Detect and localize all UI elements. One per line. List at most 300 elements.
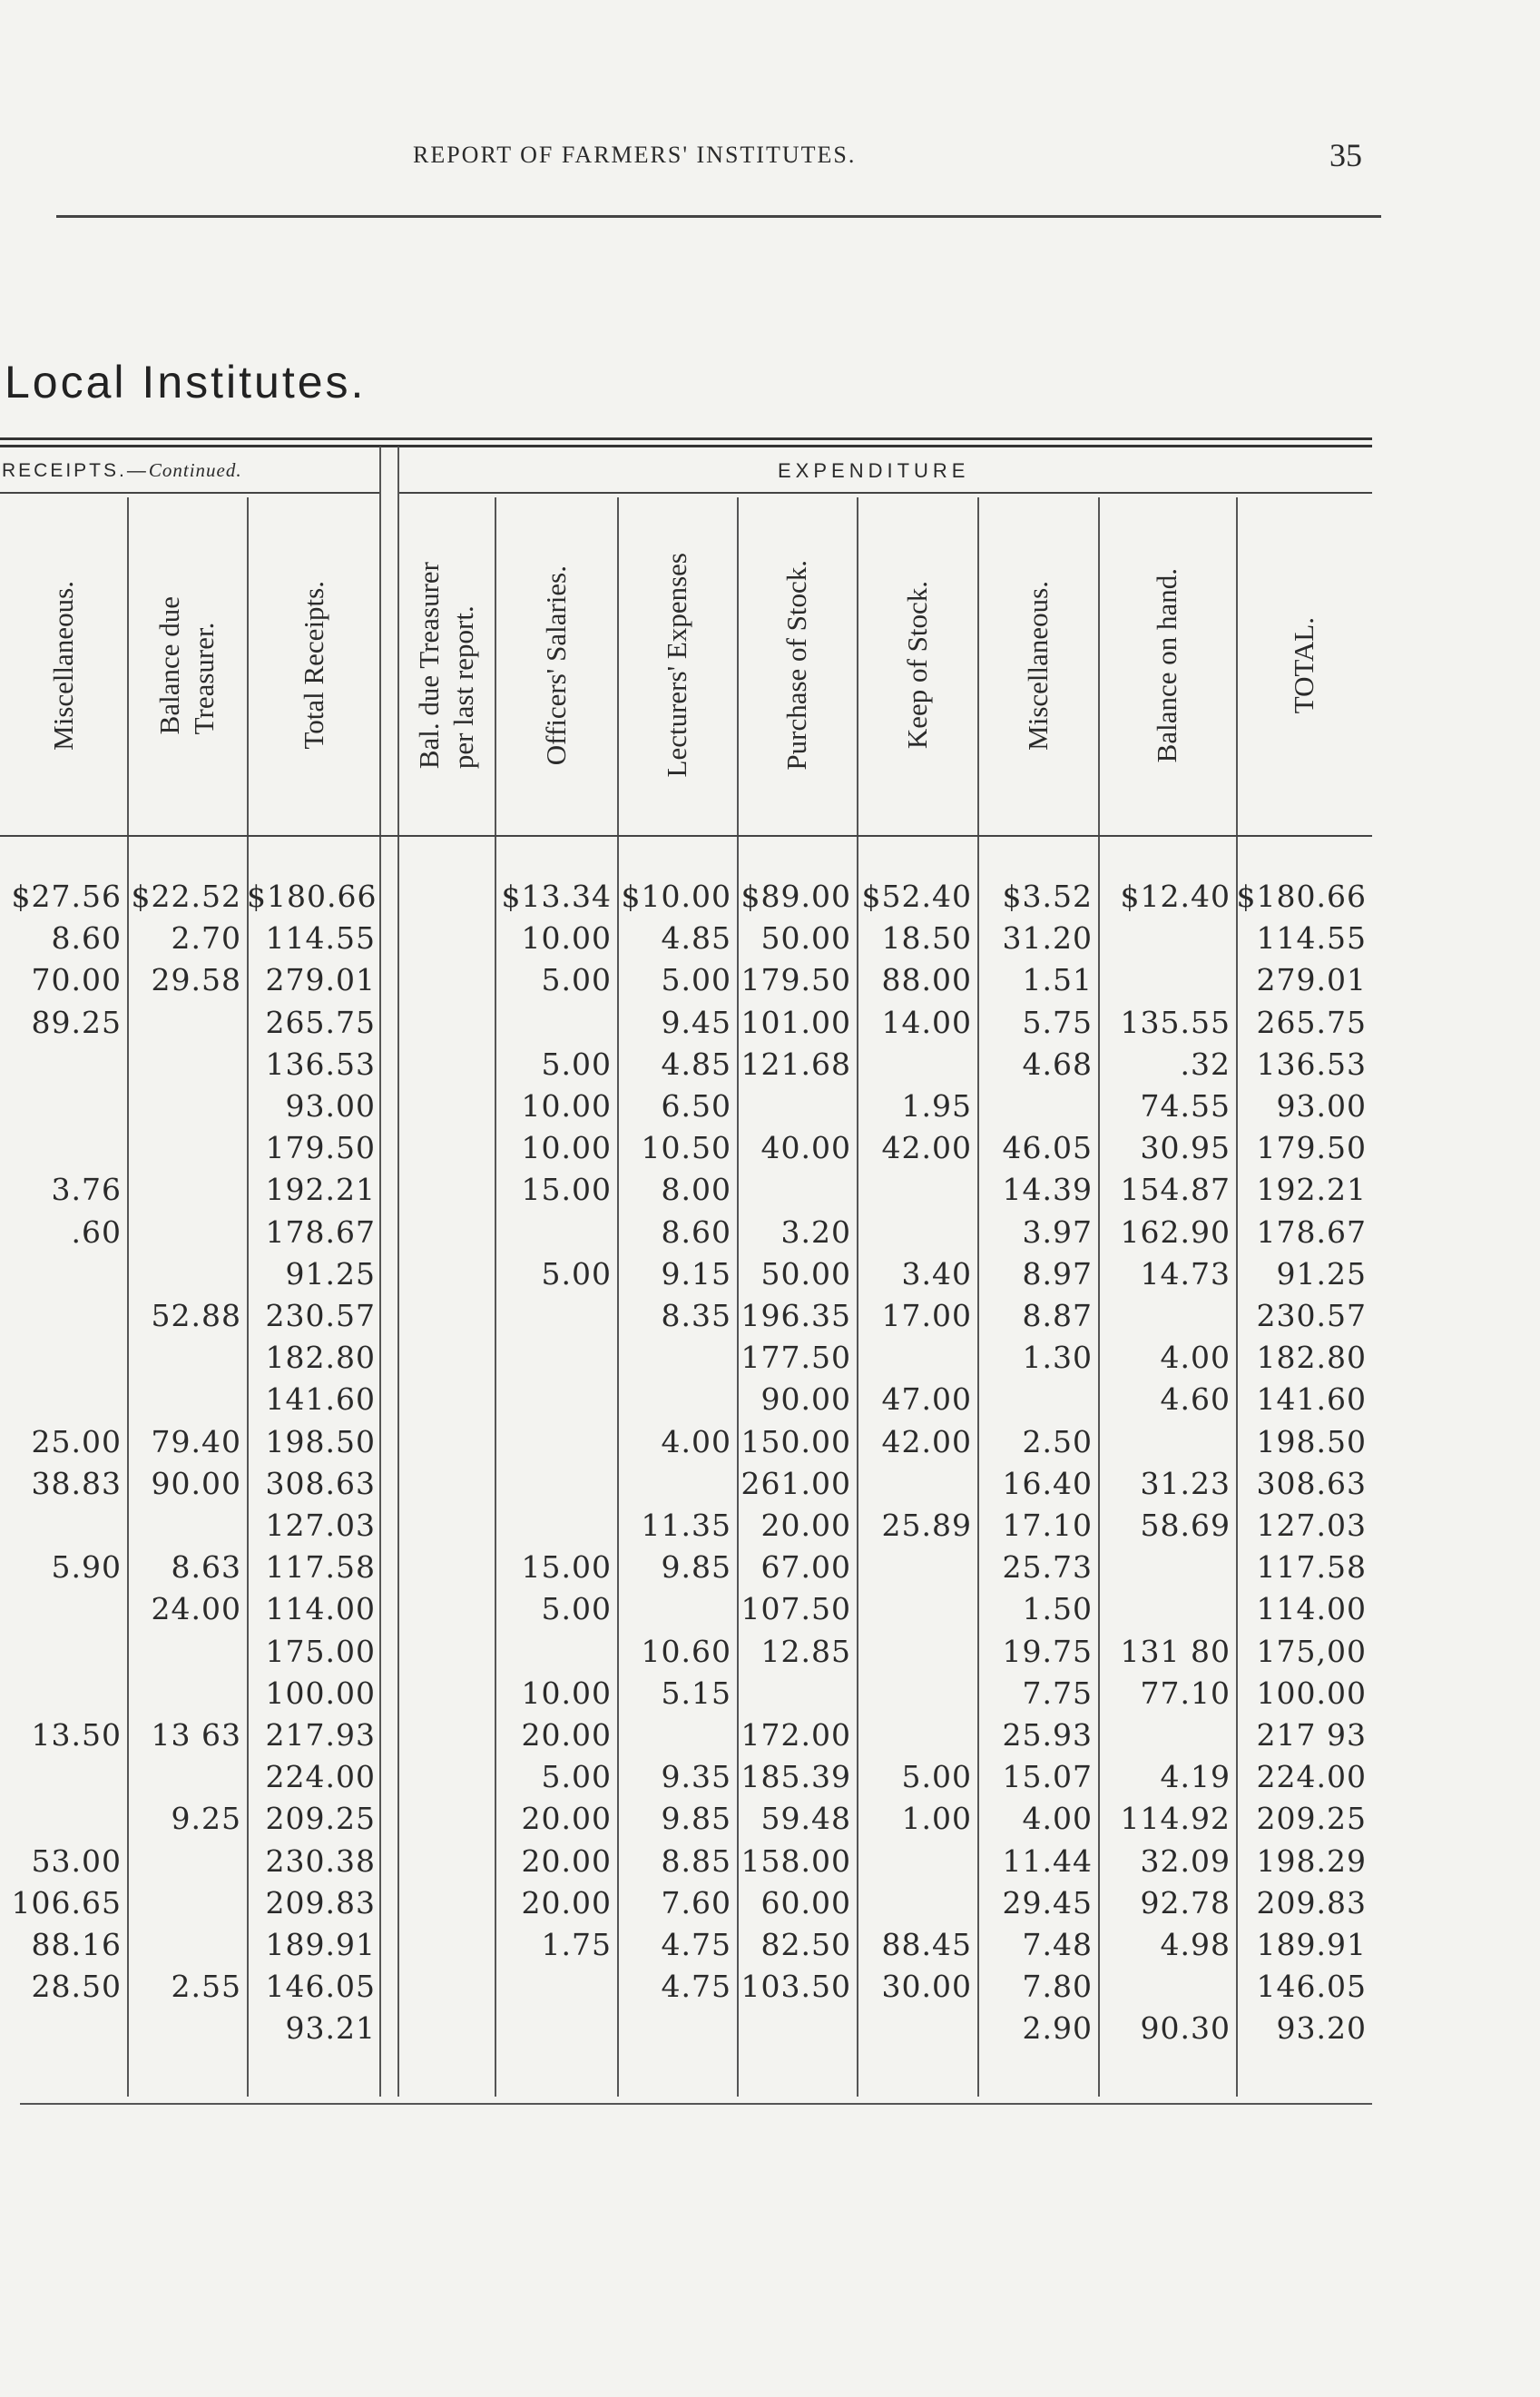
cell-bal-due-last-report [397,1086,489,1126]
cell-total: 230.57 [1256,1298,1367,1333]
cell-total: $180.66 [1236,879,1367,914]
cell-keep-of-stock: $52.40 [861,879,972,914]
cell-misc-receipts: 5.90 [51,1549,122,1586]
column-header-label: Keep of Stock. [900,581,933,750]
cell-bal-due-last-report [397,919,489,958]
cell-bal-due-last-report [397,1254,489,1294]
cell-bal-due-last-report [397,1632,489,1672]
cell-balance-due-treasurer [127,1925,241,1965]
cell-lecturers-expenses: 9.85 [661,1801,731,1837]
cell-balance-due-treasurer: $22.52 [131,879,241,914]
cell-lecturers-expenses: 10.60 [641,1633,731,1669]
cell-total: 265.75 [1256,1004,1367,1040]
cell-officers-salaries [495,1003,612,1043]
cell-keep-of-stock: 17.00 [881,1298,972,1333]
cell-keep-of-stock [857,1547,972,1587]
cell-total-receipts: 182.80 [265,1340,376,1376]
cell-balance-due-treasurer [127,2009,241,2048]
cell-keep-of-stock: 88.45 [881,1927,972,1962]
cell-balance-on-hand [1098,1715,1231,1755]
cell-purchase-of-stock: 158.00 [741,1842,851,1879]
column-header-balance-on-hand [1098,497,1236,833]
cell-misc-receipts [0,1045,122,1085]
cell-lecturers-expenses: 8.85 [661,1842,731,1879]
cell-keep-of-stock: 42.00 [881,1423,972,1459]
cell-purchase-of-stock: 82.50 [760,1927,851,1962]
cell-lecturers-expenses: 5.00 [661,962,731,998]
cell-balance-on-hand: 131 80 [1120,1633,1231,1669]
cell-total-receipts: 209.83 [265,1884,376,1921]
cell-total: 93.20 [1276,2010,1367,2047]
cell-keep-of-stock [857,1045,972,1085]
cell-lecturers-expenses: 9.45 [661,1004,731,1040]
cell-balance-on-hand: $12.40 [1120,879,1231,914]
cell-officers-salaries: 20.00 [521,1884,612,1921]
cell-keep-of-stock: 47.00 [881,1381,972,1418]
cell-officers-salaries [495,1506,612,1546]
cell-keep-of-stock: 1.95 [901,1088,972,1124]
cell-bal-due-last-report [397,1674,489,1714]
cell-bal-due-last-report [397,877,489,917]
cell-keep-of-stock: 1.00 [901,1801,972,1837]
cell-bal-due-last-report [397,1842,489,1881]
column-header-bal-due-last-report [397,497,495,833]
cell-misc-receipts: .60 [71,1213,122,1250]
cell-purchase-of-stock: 103.50 [741,1969,851,2005]
cell-lecturers-expenses: 4.00 [661,1423,731,1459]
table-bottom-rule [20,2103,1372,2105]
column-header-total [1236,497,1372,833]
cell-purchase-of-stock: 50.00 [760,920,851,957]
cell-bal-due-last-report [397,1128,489,1168]
cell-bal-due-last-report [397,1589,489,1629]
cell-balance-on-hand: 4.19 [1160,1759,1231,1795]
column-header-total-receipts [247,497,381,833]
cell-balance-on-hand [1098,919,1231,958]
cell-officers-salaries [495,1296,612,1336]
page-number: 35 [1329,137,1362,173]
cell-balance-on-hand: 74.55 [1140,1088,1231,1124]
cell-officers-salaries: 1.75 [541,1927,612,1962]
cell-balance-on-hand: 31.23 [1140,1465,1231,1501]
cell-purchase-of-stock: 59.48 [760,1801,851,1837]
cell-total-receipts: 265.75 [265,1004,376,1040]
cell-lecturers-expenses: 9.35 [661,1759,731,1795]
cell-purchase-of-stock: 60.00 [760,1884,851,1921]
cell-balance-due-treasurer: 2.70 [171,920,241,957]
cell-total: 146.05 [1256,1969,1367,2005]
cell-purchase-of-stock [737,2009,851,2048]
cell-bal-due-last-report [397,1757,489,1797]
cell-balance-due-treasurer: 2.55 [171,1969,241,2005]
cell-bal-due-last-report [397,1338,489,1378]
cell-balance-on-hand [1098,960,1231,1000]
cell-misc-receipts [0,2009,122,2048]
cell-lecturers-expenses: 9.15 [661,1255,731,1292]
cell-purchase-of-stock: 90.00 [760,1381,851,1418]
cell-officers-salaries [495,2009,612,2048]
cell-purchase-of-stock: 172.00 [741,1717,851,1753]
cell-balance-due-treasurer: 24.00 [151,1591,241,1627]
cell-lecturers-expenses: 8.35 [661,1298,731,1333]
cell-lecturers-expenses: $10.00 [621,879,731,914]
cell-balance-due-treasurer [127,1380,241,1420]
cell-misc-receipts [0,1254,122,1294]
cell-lecturers-expenses: 4.85 [661,1046,731,1082]
cell-purchase-of-stock [737,1674,851,1714]
cell-bal-due-last-report [397,1380,489,1420]
cell-balance-on-hand: 135.55 [1120,1004,1231,1040]
cell-misc-expenditure: $3.52 [1002,879,1093,914]
cell-keep-of-stock [857,1674,972,1714]
cell-misc-expenditure: 25.73 [1002,1549,1093,1586]
cell-total-receipts: 141.60 [265,1381,376,1418]
cell-bal-due-last-report [397,1045,489,1085]
cell-keep-of-stock: 25.89 [881,1508,972,1543]
receipts-group-label [2,459,242,482]
running-title: REPORT OF FARMERS' INSTITUTES. [413,142,857,168]
cell-total: 114.00 [1256,1591,1367,1627]
cell-total-receipts: 189.91 [265,1927,376,1962]
cell-keep-of-stock [857,2009,972,2048]
cell-misc-receipts [0,1506,122,1546]
cell-misc-expenditure: 17.10 [1002,1508,1093,1543]
column-header-purchase-of-stock [737,497,857,833]
cell-balance-on-hand [1098,1589,1231,1629]
cell-purchase-of-stock: 3.20 [780,1213,851,1250]
cell-lecturers-expenses: 8.60 [661,1213,731,1250]
column-header-officers-salaries [495,497,617,833]
cell-misc-receipts: 70.00 [31,962,122,998]
cell-total-receipts: 93.21 [285,2010,376,2047]
cell-keep-of-stock [857,1715,972,1755]
cell-lecturers-expenses: 4.85 [661,920,731,957]
cell-misc-receipts: 13.50 [31,1717,122,1753]
cell-purchase-of-stock: $89.00 [741,879,851,914]
cell-balance-due-treasurer [127,1757,241,1797]
cell-balance-due-treasurer: 90.00 [151,1465,241,1501]
cell-purchase-of-stock: 185.39 [741,1759,851,1795]
cell-lecturers-expenses [617,1589,731,1629]
cell-total: 175,00 [1256,1633,1367,1669]
cell-misc-receipts [0,1338,122,1378]
cell-purchase-of-stock: 179.50 [741,962,851,998]
cell-bal-due-last-report [397,1883,489,1923]
cell-total-receipts: 136.53 [265,1046,376,1082]
cell-bal-due-last-report [397,1213,489,1253]
cell-misc-expenditure: 19.75 [1002,1633,1093,1669]
cell-officers-salaries: 5.00 [541,1759,612,1795]
cell-bal-due-last-report [397,1422,489,1462]
column-header-label: TOTAL. [1288,616,1319,714]
cell-officers-salaries: 20.00 [521,1842,612,1879]
cell-balance-on-hand: .32 [1180,1046,1231,1082]
cell-misc-expenditure: 4.68 [1022,1046,1093,1082]
cell-total: 217 93 [1256,1717,1367,1753]
cell-officers-salaries: 20.00 [521,1801,612,1837]
cell-balance-on-hand: 114.92 [1120,1801,1231,1837]
column-header-label: Purchase of Stock. [780,560,812,771]
cell-total-receipts: 100.00 [265,1675,376,1711]
cell-balance-due-treasurer [127,1003,241,1043]
cell-misc-expenditure [977,1380,1093,1420]
cell-balance-on-hand: 32.09 [1140,1842,1231,1879]
cell-balance-due-treasurer: 8.63 [171,1549,241,1586]
cell-misc-receipts [0,1296,122,1336]
cell-misc-expenditure: 1.50 [1022,1591,1093,1627]
cell-keep-of-stock [857,1464,972,1504]
cell-purchase-of-stock: 20.00 [760,1508,851,1543]
cell-purchase-of-stock: 196.35 [741,1298,851,1333]
cell-total: 136.53 [1256,1046,1367,1082]
cell-keep-of-stock [857,1883,972,1923]
cell-officers-salaries: 15.00 [521,1172,612,1208]
cell-balance-due-treasurer: 52.88 [151,1298,241,1333]
cell-balance-due-treasurer: 13 63 [151,1717,241,1753]
cell-lecturers-expenses: 4.75 [661,1969,731,2005]
cell-balance-due-treasurer [127,1506,241,1546]
column-header-keep-of-stock [857,497,977,833]
table-top-rule-inner [0,445,1372,447]
cell-misc-expenditure: 3.97 [1022,1213,1093,1250]
cell-purchase-of-stock: 150.00 [741,1423,851,1459]
cell-balance-due-treasurer [127,1170,241,1210]
cell-misc-expenditure: 15.07 [1002,1759,1093,1795]
cell-misc-receipts: 25.00 [31,1423,122,1459]
cell-purchase-of-stock: 177.50 [741,1340,851,1376]
cell-total: 91.25 [1276,1255,1367,1292]
cell-misc-receipts: 88.16 [31,1927,122,1962]
cell-misc-expenditure: 29.45 [1002,1884,1093,1921]
cell-total: 114.55 [1256,920,1367,957]
cell-total-receipts: 117.58 [265,1549,376,1586]
section-title: Local Institutes. [5,357,367,408]
cell-misc-receipts: 53.00 [31,1842,122,1879]
receipts-prefix: RECEIPTS.— [2,460,149,481]
cell-total: 209.25 [1256,1801,1367,1837]
cell-total-receipts: 230.57 [265,1298,376,1333]
cell-misc-receipts: 106.65 [11,1884,122,1921]
cell-misc-expenditure: 14.39 [1002,1172,1093,1208]
cell-total-receipts: 198.50 [265,1423,376,1459]
cell-misc-expenditure: 8.97 [1022,1255,1093,1292]
cell-total: 198.29 [1256,1842,1367,1879]
column-header-label: Miscellaneous. [1021,580,1054,751]
cell-purchase-of-stock: 121.68 [741,1046,851,1082]
cell-balance-on-hand [1098,1422,1231,1462]
cell-total-receipts: 224.00 [265,1759,376,1795]
cell-purchase-of-stock [737,1086,851,1126]
cell-balance-on-hand: 58.69 [1140,1508,1231,1543]
column-header-balance-due-treasurer [127,497,247,833]
cell-total: 179.50 [1256,1130,1367,1166]
cell-lecturers-expenses: 8.00 [661,1172,731,1208]
cell-lecturers-expenses: 11.35 [641,1508,731,1543]
cell-bal-due-last-report [397,2009,489,2048]
cell-misc-expenditure: 2.50 [1022,1423,1093,1459]
cell-total: 209.83 [1256,1884,1367,1921]
cell-total: 182.80 [1256,1340,1367,1376]
cell-misc-receipts: 38.83 [31,1465,122,1501]
cell-misc-receipts [0,1799,122,1839]
cell-total: 192.21 [1256,1172,1367,1208]
cell-balance-due-treasurer [127,1842,241,1881]
cell-officers-salaries: 5.00 [541,1255,612,1292]
cell-lecturers-expenses: 6.50 [661,1088,731,1124]
cell-officers-salaries: 15.00 [521,1549,612,1586]
cell-misc-receipts [0,1589,122,1629]
cell-misc-receipts [0,1674,122,1714]
cell-lecturers-expenses: 4.75 [661,1927,731,1962]
cell-purchase-of-stock: 40.00 [760,1130,851,1166]
cell-balance-on-hand: 154.87 [1120,1172,1231,1208]
expenditure-group-label: EXPENDITURE [778,459,970,482]
cell-bal-due-last-report [397,1967,489,2007]
cell-bal-due-last-report [397,1715,489,1755]
cell-misc-expenditure: 16.40 [1002,1465,1093,1501]
cell-officers-salaries: 20.00 [521,1717,612,1753]
cell-misc-receipts: 28.50 [31,1969,122,2005]
cell-officers-salaries [495,1967,612,2007]
cell-officers-salaries [495,1422,612,1462]
column-header-misc-expenditure [977,497,1098,833]
cell-total: 189.91 [1256,1927,1367,1962]
cell-total: 141.60 [1256,1381,1367,1418]
cell-officers-salaries [495,1338,612,1378]
cell-balance-due-treasurer [127,1632,241,1672]
cell-lecturers-expenses: 9.85 [661,1549,731,1586]
cell-balance-due-treasurer: 29.58 [151,962,241,998]
cell-lecturers-expenses [617,1380,731,1420]
cell-balance-on-hand: 14.73 [1140,1255,1231,1292]
cell-purchase-of-stock: 101.00 [741,1004,851,1040]
cell-total-receipts: 279.01 [265,962,376,998]
cell-misc-expenditure: 8.87 [1022,1298,1093,1333]
cell-officers-salaries: 10.00 [521,1130,612,1166]
cell-misc-receipts: $27.56 [11,879,122,914]
cell-total: 100.00 [1256,1675,1367,1711]
cell-officers-salaries: 5.00 [541,1591,612,1627]
column-header-label: Lecturers' Expenses [661,553,692,778]
header-rule [56,215,1381,218]
cell-total-receipts: 91.25 [285,1255,376,1292]
cell-total-receipts: 114.00 [265,1591,376,1627]
cell-balance-due-treasurer [127,1883,241,1923]
cell-keep-of-stock [857,1170,972,1210]
cell-keep-of-stock [857,1632,972,1672]
cell-purchase-of-stock: 50.00 [760,1255,851,1292]
cell-balance-due-treasurer [127,1674,241,1714]
cell-misc-receipts: 8.60 [51,920,122,957]
cell-lecturers-expenses [617,1464,731,1504]
cell-balance-due-treasurer [127,1254,241,1294]
cell-misc-receipts: 89.25 [31,1004,122,1040]
cell-officers-salaries: 5.00 [541,1046,612,1082]
cell-balance-due-treasurer [127,1045,241,1085]
cell-total-receipts: 192.21 [265,1172,376,1208]
cell-total-receipts: 217.93 [265,1717,376,1753]
cell-lecturers-expenses: 7.60 [661,1884,731,1921]
cell-bal-due-last-report [397,1464,489,1504]
receipts-continued: Continued. [148,459,242,481]
cell-misc-receipts [0,1380,122,1420]
column-header-label: Officers' Salaries. [539,565,572,766]
column-header-misc-receipts [0,497,127,833]
cell-balance-on-hand: 4.60 [1160,1381,1231,1418]
cell-misc-expenditure [977,1086,1093,1126]
cell-total-receipts: 127.03 [265,1508,376,1543]
cell-total-receipts: 114.55 [265,920,376,957]
cell-misc-expenditure: 7.48 [1022,1927,1093,1962]
cell-total: 117.58 [1256,1549,1367,1586]
cell-keep-of-stock [857,1213,972,1253]
cell-officers-salaries: $13.34 [501,879,612,914]
cell-total: 178.67 [1256,1213,1367,1250]
cell-bal-due-last-report [397,1547,489,1587]
cell-keep-of-stock: 5.00 [901,1759,972,1795]
cell-lecturers-expenses: 5.15 [661,1675,731,1711]
cell-bal-due-last-report [397,1925,489,1965]
cell-balance-on-hand: 30.95 [1140,1130,1231,1166]
cell-balance-on-hand: 77.10 [1140,1675,1231,1711]
column-header-label: Total Receipts. [298,581,329,750]
cell-total: 127.03 [1256,1508,1367,1543]
cell-balance-on-hand [1098,1967,1231,2007]
cell-misc-expenditure: 46.05 [1002,1130,1093,1166]
column-header-label: Balance on hand. [1151,567,1182,763]
cell-balance-due-treasurer: 9.25 [171,1801,241,1837]
cell-lecturers-expenses [617,1338,731,1378]
table-top-rule [0,437,1372,440]
cell-total-receipts: 209.25 [265,1801,376,1837]
cell-total-receipts: 230.38 [265,1842,376,1879]
cell-bal-due-last-report [397,1506,489,1546]
cell-lecturers-expenses [617,1715,731,1755]
column-header-rule [0,835,1372,837]
cell-misc-expenditure: 25.93 [1002,1717,1093,1753]
cell-officers-salaries [495,1213,612,1253]
cell-misc-expenditure: 4.00 [1022,1801,1093,1837]
cell-balance-due-treasurer [127,1338,241,1378]
cell-balance-due-treasurer [127,1086,241,1126]
cell-lecturers-expenses: 10.50 [641,1130,731,1166]
cell-keep-of-stock: 42.00 [881,1130,972,1166]
cell-total-receipts: 93.00 [285,1088,376,1124]
cell-officers-salaries: 5.00 [541,962,612,998]
cell-bal-due-last-report [397,1003,489,1043]
cell-misc-receipts [0,1757,122,1797]
cell-bal-due-last-report [397,1799,489,1839]
cell-purchase-of-stock [737,1170,851,1210]
cell-total-receipts: 178.67 [265,1213,376,1250]
cell-officers-salaries [495,1380,612,1420]
cell-keep-of-stock: 88.00 [881,962,972,998]
cell-total-receipts: 179.50 [265,1130,376,1166]
cell-misc-expenditure: 2.90 [1022,2010,1093,2047]
cell-balance-on-hand: 90.30 [1140,2010,1231,2047]
cell-total-receipts: 146.05 [265,1969,376,2005]
column-header-label: Bal. due Treasurer per last report. [412,561,479,770]
cell-balance-due-treasurer [127,1128,241,1168]
cell-officers-salaries: 10.00 [521,920,612,957]
cell-total: 198.50 [1256,1423,1367,1459]
cell-balance-on-hand: 162.90 [1120,1213,1231,1250]
cell-total-receipts: 175.00 [265,1633,376,1669]
cell-misc-expenditure: 7.75 [1022,1675,1093,1711]
cell-officers-salaries: 10.00 [521,1088,612,1124]
cell-keep-of-stock: 3.40 [901,1255,972,1292]
cell-misc-expenditure: 7.80 [1022,1969,1093,2005]
